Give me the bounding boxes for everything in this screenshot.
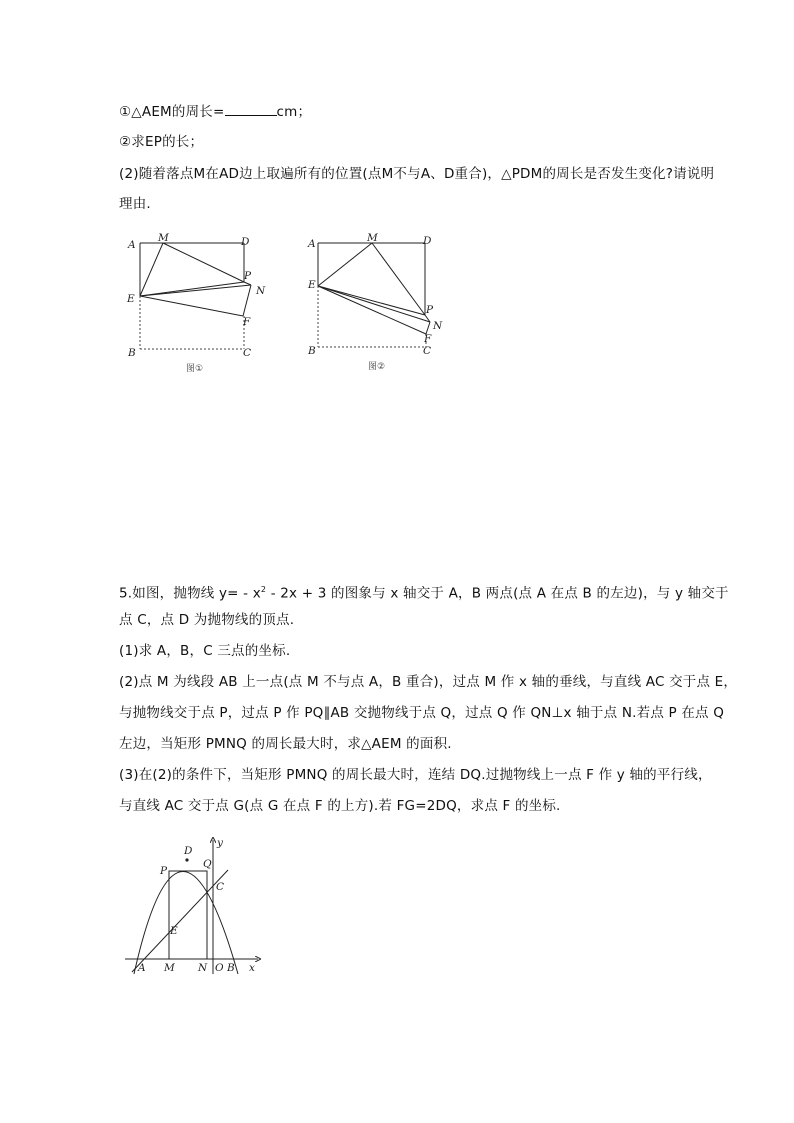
question-2-ep: ②求EP的长； — [119, 134, 204, 150]
label-y: y — [217, 837, 223, 849]
figure-2-caption: 图② — [368, 362, 386, 372]
label-m: M — [367, 232, 378, 244]
segment-en — [140, 285, 251, 296]
segment-ef — [318, 286, 426, 334]
label-e: E — [170, 925, 178, 937]
label-x: x — [249, 962, 255, 974]
problem-5-line1 — [119, 581, 729, 603]
label-c: C — [216, 881, 225, 893]
label-m: M — [158, 232, 169, 244]
label-a: A — [308, 238, 316, 250]
label-b: B — [227, 962, 235, 974]
label-n: N — [256, 285, 266, 297]
label-d: D — [423, 235, 432, 247]
figure-3-parabola — [120, 834, 270, 979]
label-a: A — [128, 239, 136, 251]
q1-prefix: ①△AEM的周长= — [119, 104, 225, 120]
line-ac — [132, 870, 228, 972]
vertex-point-d — [185, 858, 188, 861]
figure-2 — [300, 230, 460, 375]
label-p: P — [160, 865, 168, 877]
label-o: O — [215, 962, 224, 974]
problem-5-line1-b: - 2x + 3 的图象与 x 轴交于 A，B 两点(点 A 在点 B 的左边)，与 y 轴交于 — [266, 585, 729, 602]
figure-1 — [118, 232, 278, 377]
problem-5-line1-a: 5.如图，抛物线 y= - x — [119, 585, 261, 602]
problem-5-line2: 点 C，点 D 为抛物线的顶点. — [119, 612, 295, 628]
exponent: 2 — [260, 585, 267, 594]
question-3-line2: 理由. — [119, 196, 151, 212]
problem-5-part2-line3: 左边，当矩形 PMNQ 的周长最大时，求△AEM 的面积. — [119, 736, 452, 752]
problem-5-part3-line1: (3)在(2)的条件下，当矩形 PMNQ 的周长最大时，连结 DQ.过抛物线上一点 F 作 y 轴的平行线， — [119, 767, 712, 783]
segment-pn — [244, 282, 251, 285]
label-p: P — [426, 304, 434, 316]
segment-ep — [140, 282, 244, 296]
segment-me — [318, 243, 372, 286]
label-f: F — [424, 333, 432, 345]
problem-5-part2-line1: (2)点 M 为线段 AB 上一点(点 M 不与点 A，B 重合)，过点 M 作 x 轴的垂线，与直线 AC 交于点 E， — [119, 674, 738, 690]
segment-nf — [243, 285, 251, 316]
question-3-line1: (2)随着落点M在AD边上取遍所有的位置(点M不与A、D重合)，△PDM的周长是否发生变化?请说明 — [119, 166, 715, 182]
label-p: P — [244, 270, 252, 282]
problem-5-part3-line2: 与直线 AC 交于点 G(点 G 在点 F 的上方).若 FG=2DQ，求点 F 的坐标. — [119, 798, 561, 814]
q1-suffix: cm； — [276, 104, 312, 120]
segment-me — [140, 243, 163, 296]
segment-mp — [372, 243, 425, 315]
problem-5-part1: (1)求 A，B，C 三点的坐标. — [119, 643, 291, 659]
label-b: B — [308, 345, 316, 357]
label-d: D — [184, 845, 193, 857]
segment-ep — [318, 286, 425, 315]
label-f: F — [243, 316, 251, 328]
label-m: M — [164, 962, 175, 974]
segment-ef — [140, 296, 243, 316]
figure-1-caption: 图① — [186, 364, 204, 374]
answer-blank — [225, 103, 277, 116]
label-a: A — [138, 962, 146, 974]
label-d: D — [241, 236, 250, 248]
label-c: C — [423, 345, 432, 357]
label-n: N — [433, 320, 443, 332]
label-q: Q — [203, 858, 212, 870]
label-n: N — [198, 962, 208, 974]
segment-en — [318, 286, 430, 322]
question-1-perimeter — [119, 103, 311, 121]
problem-5-part2-line2: 与抛物线交于点 P，过点 P 作 PQ∥AB 交抛物线于点 Q，过点 Q 作 QN⊥x 轴于点 N.若点 P 在点 Q — [119, 705, 725, 721]
label-e: E — [127, 293, 135, 305]
segment-mp — [163, 243, 244, 282]
label-b: B — [128, 347, 136, 359]
label-e: E — [308, 279, 316, 291]
label-c: C — [243, 347, 252, 359]
